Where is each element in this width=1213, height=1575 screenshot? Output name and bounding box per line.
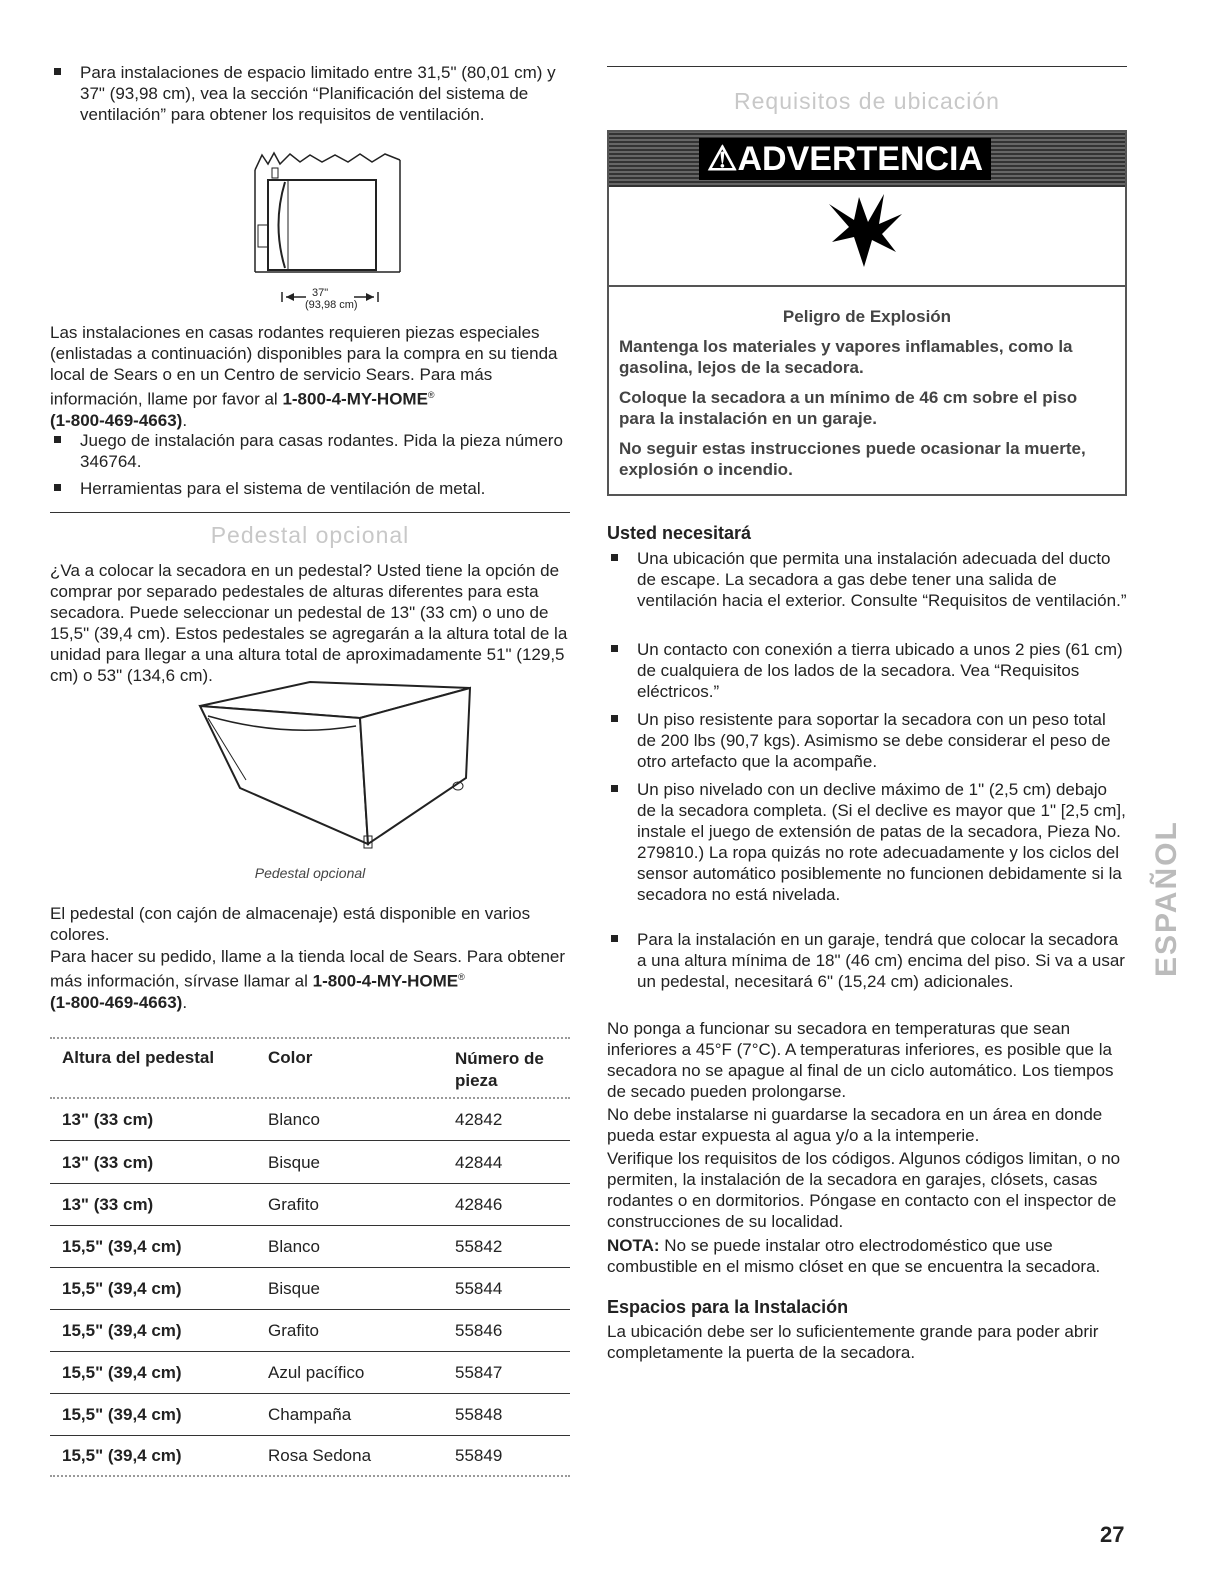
spaces-paragraph: La ubicación debe ser lo suficientemente grande para poder abrir completamente la puerta de la secadora. [607, 1322, 1099, 1362]
table-row: 15,5" (39,4 cm) Champaña 55848 [50, 1393, 570, 1436]
temperature-paragraph: No ponga a funcionar su secadora en temperaturas que sean inferiores a 45°F (7°C). A temperaturas inferiores, es posible que la secadora no se apague al final de un ciclo automático. Los tiempos de secado pueden prolongarse. [607, 1019, 1114, 1101]
page-number: 27 [1100, 1522, 1125, 1547]
bullet-marker [611, 935, 618, 942]
bullet-limited-space: Para instalaciones de espacio limitado entre 31,5" (80,01 cm) y 37" (93,98 cm), vea la sección “Planificación del sistema de ventilación” para obtener los requisitos de ventilación. [50, 62, 570, 125]
need-item: Un piso resistente para soportar la secadora con un peso total de 200 lbs (90,7 kgs). Asimismo se debe considerar el peso de otro artefacto que la acompañe. [607, 709, 1127, 772]
warning-line: Coloque la secadora a un mínimo de 46 cm sobre el piso para la instalación en un garaje. [619, 388, 1078, 428]
table-header [50, 1046, 570, 1092]
pedestal-paragraph: ¿Va a colocar la secadora en un pedestal? Usted tiene la opción de comprar por separado pedestales de alturas diferentes para esta secadora. Puede seleccionar un pedestal de 13" (33 cm) o uno de 15,5" (39,4 cm). Estos pedestales se agregarán a la altura total de la unidad para llegar a una altura total de aproximadamente 51" (129,5 cm) o 53" (134,6 cm). [50, 561, 568, 685]
table-bottom-rule [50, 1475, 570, 1477]
table-row: 13" (33 cm) Bisque 42844 [50, 1141, 570, 1184]
table-row: 15,5" (39,4 cm) Rosa Sedona 55849 [62, 1446, 503, 1465]
table-row: 15,5" (39,4 cm) Azul pacífico 55847 [50, 1351, 570, 1394]
water-paragraph: No debe instalarse ni guardarse la secadora en un área en donde pueda estar expuesta al agua y/o a la intemperie. [607, 1105, 1103, 1145]
warning-triangle-icon: ⚠ [707, 140, 738, 178]
warning-line: No seguir estas instrucciones puede ocasionar la muerte, explosión o incendio. [619, 439, 1086, 479]
bullet-marker [54, 68, 61, 75]
warning-header: ⚠ADVERTENCIA [699, 138, 991, 180]
warning-box [607, 130, 1127, 496]
need-item: Para la instalación en un garaje, tendrá que colocar la secadora a una altura mínima de 18" (46 cm) encima del piso. Si va a usar un pedestal, necesitará 6" (15,24 cm) adicionales. [607, 929, 1127, 992]
warning-line: Mantenga los materiales y vapores inflamables, como la gasolina, lejos de la secadora. [619, 337, 1073, 377]
danger-title: Peligro de Explosión [782, 307, 952, 326]
section-divider [607, 66, 1127, 67]
need-item: Un piso nivelado con un declive máximo de 1" (2,5 cm) debajo de la secadora completa. (Si el declive es mayor que 1" [2,5 cm], instale el juego de extensión de patas de la secadora, Pieza No. 279810.) La ropa quizás no rote adecuadamente y los ciclos del sensor automático posiblemente no funcionen debidamente si la secadora no está nivelada. [607, 779, 1127, 905]
pedestal-section-title: Pedestal opcional [210, 522, 410, 548]
header-part-number: Número de pieza [455, 1049, 544, 1090]
bullet-marker [54, 436, 61, 443]
figure-dimension: 37" [312, 287, 329, 299]
table-row: 15,5" (39,4 cm) Blanco 55842 [50, 1225, 570, 1268]
mobile-home-paragraph: Las instalaciones en casas rodantes requieren piezas especiales (enlistadas a continuación) disponibles para la compra en su tienda local de Sears o en un Centro de servicio Sears. Para más información, llame por favor al 1-800-4-MY-HOME® (1-800-469-4663). [50, 323, 558, 430]
header-height: Altura del pedestal [62, 1048, 215, 1067]
table-top-rule [50, 1037, 570, 1039]
need-item: Una ubicación que permita una instalación adecuada del ducto de escape. La secadora a gas debe tener una salida de ventilación hacia el exterior. Consulte “Requisitos de ventilación.” [607, 548, 1127, 611]
bullet-marker [611, 785, 618, 792]
table-row: 13" (33 cm) Blanco 42842 [50, 1098, 570, 1141]
order-paragraph: Para hacer su pedido, llame a la tienda local de Sears. Para obtener más información, sírvase llamar al 1-800-4-MY-HOME® (1-800-469-4663). [50, 947, 566, 1012]
bullet-marker [611, 715, 618, 722]
spaces-title: Espacios para la Instalación [607, 1297, 849, 1317]
bullet-kit: Juego de instalación para casas rodantes. Pida la pieza número 346764. [50, 430, 570, 472]
pedestal-caption: Pedestal opcional [254, 865, 366, 881]
table-row: 13" (33 cm) Grafito 42846 [50, 1183, 570, 1226]
warning-rule [609, 285, 1125, 287]
table-row: 15,5" (39,4 cm) Grafito 55846 [50, 1309, 570, 1352]
bullet-marker [611, 645, 618, 652]
header-color: Color [268, 1048, 313, 1067]
pedestal-storage-paragraph: El pedestal (con cajón de almacenaje) está disponible en varios colores. [50, 904, 531, 944]
bullet-tools: Herramientas para el sistema de ventilación de metal. [50, 478, 570, 499]
table-row: 15,5" (39,4 cm) Bisque 55844 [50, 1267, 570, 1310]
bullet-marker [611, 554, 618, 561]
need-item: Un contacto con conexión a tierra ubicado a unos 2 pies (61 cm) de cualquiera de los lados de la secadora. Vea “Requisitos eléctricos.” [607, 639, 1127, 702]
pedestal-figure [190, 678, 480, 853]
codes-paragraph: Verifique los requisitos de los códigos. Algunos códigos limitan, o no permiten, la instalación de la secadora en garajes, clósets, casas rodantes o en dormitorios. Póngase en contacto con el inspector de construcciones de su localidad. [607, 1149, 1121, 1231]
section-divider [50, 512, 570, 513]
figure-dimension-cm: (93,98 cm) [305, 299, 358, 311]
explosion-icon [824, 192, 904, 272]
limited-space-figure [250, 150, 410, 305]
location-section-title: Requisitos de ubicación [734, 88, 1000, 114]
bullet-marker [54, 484, 61, 491]
language-side-tab: ESPAÑOL [1150, 820, 1183, 977]
needs-title: Usted necesitará [607, 523, 752, 543]
nota-paragraph: NOTA: No se puede instalar otro electrodoméstico que use combustible en el mismo clóset en que se encuentra la secadora. [607, 1236, 1101, 1276]
